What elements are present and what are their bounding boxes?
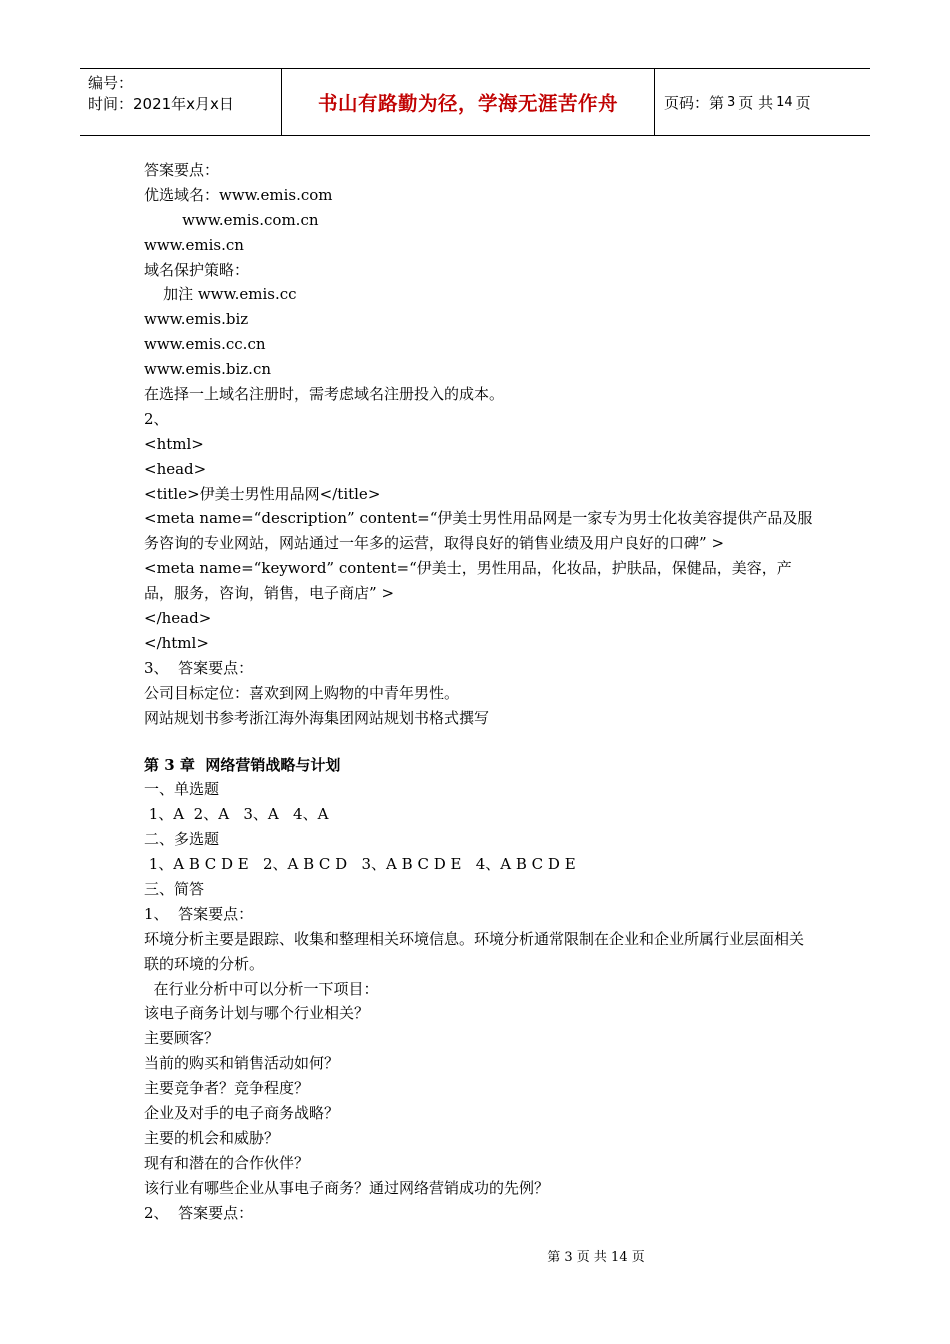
text-line: 三、简答 — [144, 880, 205, 898]
text-line: www.emis.cn — [144, 235, 244, 254]
text-line: <head> — [144, 459, 207, 478]
footer-page-number: 第 3 页 共 14 页 — [547, 1250, 645, 1265]
text-line: 1、A B C D E 2、A B C D 3、A B C D E 4、A B C D E — [144, 855, 576, 874]
page-current: 3 — [727, 94, 736, 110]
text-line: 主要顾客？ — [144, 1029, 220, 1048]
text-line: </head> — [144, 609, 212, 628]
text-line: www.emis.biz — [144, 310, 249, 329]
text-line: 答案要点： — [144, 161, 220, 179]
text-line: <html> — [144, 434, 204, 453]
time-label: 时间：2021年x月x日 — [88, 95, 234, 113]
text-line: 在行业分析中可以分析一下项目： — [144, 979, 379, 998]
number-label: 编号： — [88, 74, 134, 92]
page-total: 14 — [776, 94, 793, 110]
text-line: 一、单选题 — [144, 780, 220, 799]
page-prefix: 页码：第 — [664, 93, 725, 112]
spacer — [144, 731, 814, 753]
header-info-cell — [80, 69, 282, 135]
text-line: <meta name=“keyword” content=“伊美士，男性用品，化妆品，护肤品，保健品，美容，产品，服务，咨询，销售，电子商店” > — [144, 559, 792, 603]
text-line: www.emis.com.cn — [144, 210, 319, 229]
chapter-heading: 第 3 章 网络营销战略与计划 — [144, 755, 341, 774]
page-footer — [0, 1246, 950, 1265]
header-table — [80, 68, 870, 136]
text-line: 该电子商务计划与哪个行业相关？ — [144, 1004, 370, 1023]
text-line: 公司目标定位：喜欢到网上购物的中青年男性。 — [144, 683, 460, 702]
text-line: 加注 www.emis.cc — [144, 285, 297, 304]
text-line: 2、 — [144, 409, 169, 428]
text-line: 2、 答案要点： — [144, 1203, 254, 1222]
header-page-info — [655, 69, 870, 135]
text-line: 3、 答案要点： — [144, 658, 254, 677]
text-line: <title>伊美士男性用品网</title> — [144, 484, 381, 503]
text-line: <meta name=“description” content=“伊美士男性用品网是一家专为男士化妆美容提供产品及服务咨询的专业网站，网站通过一年多的运营，取得良好的销售业绩及用户良好的口碑” > — [144, 509, 813, 553]
text-line: 当前的购买和销售活动如何？ — [144, 1054, 340, 1073]
text-line: 主要竞争者？竞争程度？ — [144, 1079, 310, 1098]
text-line: 在选择一上域名注册时，需考虑域名注册投入的成本。 — [144, 385, 505, 404]
text-line: www.emis.cc.cn — [144, 335, 266, 354]
text-line: www.emis.biz.cn — [144, 360, 272, 379]
text-line: 主要的机会和威胁？ — [144, 1128, 280, 1147]
text-line: 优选域名：www.emis.com — [144, 185, 333, 204]
text-line: 现有和潜在的合作伙伴？ — [144, 1153, 310, 1172]
text-line: 网站规划书参考浙江海外海集团网站规划书格式撰写 — [144, 708, 490, 727]
text-line: 1、 答案要点： — [144, 904, 254, 923]
header-motto: 书山有路勤为径，学海无涯苦作舟 — [282, 69, 655, 135]
text-line: 该行业有哪些企业从事电子商务？通过网络营销成功的先例？ — [144, 1178, 550, 1197]
text-line: 企业及对手的电子商务战略？ — [144, 1104, 340, 1123]
text-line: 1、A 2、A 3、A 4、A — [144, 805, 329, 824]
text-line: 域名保护策略： — [144, 260, 250, 279]
page-mid: 页 共 — [738, 93, 774, 112]
page-suffix: 页 — [795, 93, 811, 112]
text-line: </html> — [144, 633, 209, 652]
text-line: 二、多选题 — [144, 830, 220, 849]
text-line: 环境分析主要是跟踪、收集和整理相关环境信息。环境分析通常限制在企业和企业所属行业层面相关联的环境的分析。 — [144, 929, 805, 973]
document-body — [144, 158, 814, 1226]
